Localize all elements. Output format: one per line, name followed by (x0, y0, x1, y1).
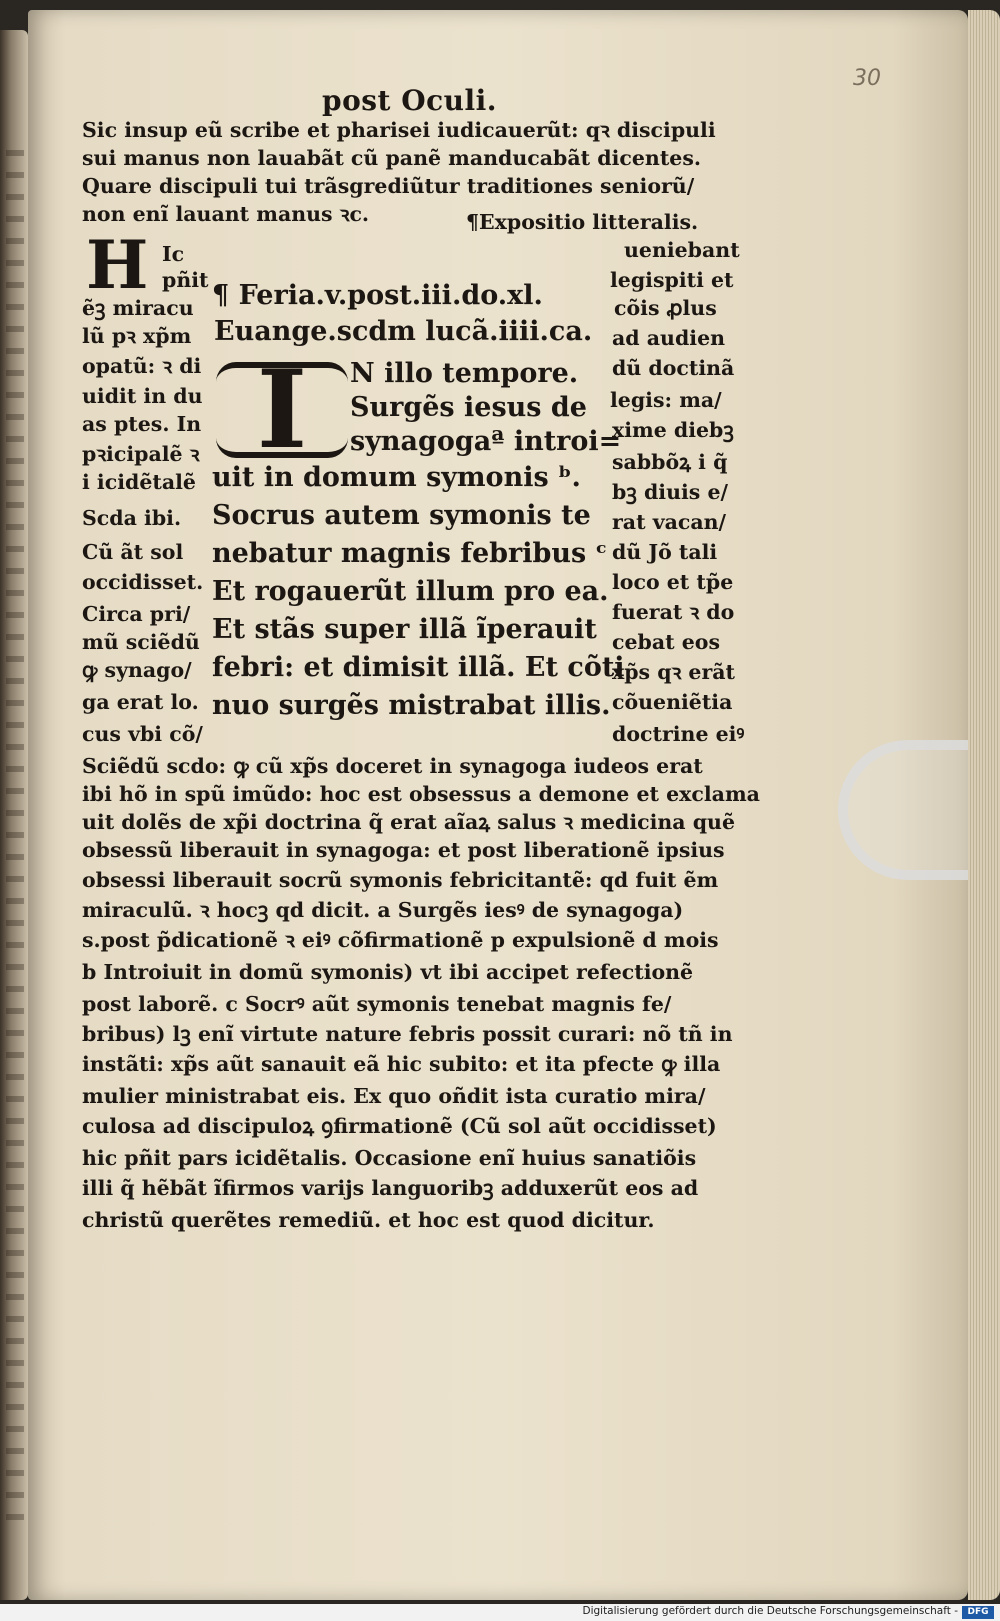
commentary-line: post laborẽ. c Socrꝰ aũt symonis tenebat magnis fe/ (82, 992, 672, 1016)
commentary-line: bribus) lꝫ enĩ virtute nature febris possit curari: nõ tñ in (82, 1022, 733, 1046)
right-column-line: legispiti et (610, 268, 734, 292)
left-column-line: ꝙ synago/ (82, 658, 192, 682)
left-column-line: cus vbi cõ/ (82, 722, 203, 746)
commentary-line: uit dolẽs de xp̃i doctrina q̃ erat aĩaꝝ salus ꝛ medicina quẽ (82, 810, 736, 834)
drop-cap-h: H (86, 226, 149, 304)
dfg-logo: DFG (962, 1606, 994, 1619)
facing-page-edge (0, 30, 28, 1600)
pilcrow-icon: ¶ (466, 210, 480, 234)
gospel-line: Surgẽs iesus de (350, 392, 587, 423)
gospel-line: Et stãs super illã ĩperauit (212, 614, 597, 645)
evangelium-heading: Euange.scdm lucã.iiii.ca. (214, 316, 593, 347)
commentary-line: b Introiuit in domũ symonis) vt ibi accipet refectionẽ (82, 960, 694, 984)
left-column-line: Scda ibi. (82, 506, 182, 530)
left-column-line: occidisset. (82, 570, 204, 594)
funding-credit: Digitalisierung gefördert durch die Deutsche Forschungsgemeinschaft - (582, 1605, 958, 1617)
commentary-line: obsessi liberauit socrũ symonis febricitantẽ: qd fuit ẽm (82, 868, 719, 892)
gospel-line: Et rogauerũt illum pro ea. (212, 576, 609, 607)
commentary-line: illi q̃ hẽbãt ĩfirmos varijs languoribꝫ adduxerũt eos ad (82, 1176, 699, 1200)
left-column-line: pꝛicipalẽ ꝛ (82, 442, 200, 466)
left-column-line: Ic (162, 242, 185, 266)
right-column-line: cõueniẽtia (612, 690, 733, 714)
gospel-line: synagogaª introi= (350, 426, 622, 457)
section-heading-expositio: ¶Expositio litteralis. (466, 210, 699, 234)
right-column-line: xime diebꝫ (612, 418, 734, 442)
commentary-line: Sciẽdũ scdo: ꝙ cũ xp̃s doceret in synagoga iudeos erat (82, 754, 703, 778)
commentary-line: s.post p̃dicationẽ ꝛ eiꝰ cõfirmationẽ p expulsionẽ d mois (82, 928, 719, 952)
right-column-line: dũ doctinã (612, 356, 735, 380)
left-column-line: mũ sciẽdũ (82, 630, 200, 654)
commentary-line: culosa ad discipuloꝝ ꝯfirmationẽ (Cũ sol aũt occidisset) (82, 1114, 717, 1138)
right-column-line: legis: ma/ (610, 388, 722, 412)
text-line: Quare discipuli tui trãsgrediũtur traditiones seniorũ/ (82, 174, 695, 198)
right-column-line: sabbõꝝ i q̃ (612, 450, 728, 474)
right-column-line: cõis ꝓlus (614, 296, 717, 320)
right-column-line: ad audien (612, 326, 726, 350)
left-column-line: as ptes. In (82, 412, 202, 436)
gospel-line: febri: et dimisit illã. Et cõti (212, 652, 625, 683)
folio-number: 30 (853, 66, 881, 91)
commentary-line: instãti: xp̃s aũt sanauit eã hic subito: et ita pfecte ꝙ illa (82, 1052, 721, 1076)
right-column-line: dũ Jõ tali (612, 540, 718, 564)
commentary-line: hic pñit pars icidẽtalis. Occasione enĩ huius sanatiõis (82, 1146, 697, 1170)
drop-cap-i: I (256, 347, 308, 473)
feria-heading: ¶ Feria.v.post.iii.do.xl. (212, 280, 543, 311)
text-line: non enĩ lauant manus ꝛc. (82, 202, 370, 226)
page-stack-edges (968, 10, 1000, 1600)
gospel-line: N illo tempore. (350, 358, 579, 389)
gospel-line: Socrus autem symonis te (212, 500, 591, 531)
right-column-line: bꝫ diuis e/ (612, 480, 728, 504)
left-column-line: Circa pri/ (82, 602, 191, 626)
left-column-line: opatũ: ꝛ di (82, 354, 202, 378)
right-column-line: loco et tp̃e (612, 570, 734, 594)
facing-page-text-fragments (6, 150, 24, 1530)
book-clamp (838, 740, 968, 880)
left-column-line: ẽꝫ miracu (82, 296, 194, 320)
text-line: sui manus non lauabãt cũ panẽ manducabãt dicentes. (82, 146, 702, 170)
commentary-line: christũ querẽtes remediũ. et hoc est quod dicitur. (82, 1208, 655, 1232)
left-column-line: pñit (162, 268, 209, 292)
left-column-line: uidit in du (82, 384, 203, 408)
running-head: post Oculi. (322, 84, 498, 117)
right-column-line: ueniebant (624, 238, 740, 262)
left-column-line: i icidẽtalẽ (82, 470, 196, 494)
commentary-line: obsessũ liberauit in synagoga: et post liberationẽ ipsius (82, 838, 725, 862)
pilcrow-icon: ¶ (212, 280, 230, 311)
commentary-line: mulier ministrabat eis. Ex quo oñdit ista curatio mira/ (82, 1084, 706, 1108)
right-column-line: doctrine eiꝰ (612, 722, 745, 746)
commentary-line: miraculũ. ꝛ hocꝫ qd dicit. a Surgẽs iesꝰ de synagoga) (82, 898, 684, 922)
left-column-line: lũ pꝛ xp̃m (82, 324, 192, 348)
gospel-line: nebatur magnis febribus ᶜ (212, 538, 608, 569)
right-column-line: cebat eos (612, 630, 721, 654)
left-column-line: Cũ ãt sol (82, 540, 184, 564)
gospel-line: uit in domum symonis ᵇ. (212, 462, 581, 493)
left-column-line: ga erat lo. (82, 690, 199, 714)
gospel-line: nuo surgẽs mistrabat illis. (212, 690, 611, 721)
right-column-line: rat vacan/ (612, 510, 727, 534)
text-line: Sic insup eũ scribe et pharisei iudicauerũt: qꝛ discipuli (82, 118, 716, 142)
right-column-line: fuerat ꝛ do (612, 600, 735, 624)
commentary-line: ibi hõ in spũ imũdo: hoc est obsessus a demone et exclama (82, 782, 760, 806)
right-column-line: xp̃s qꝛ erãt (612, 660, 736, 684)
